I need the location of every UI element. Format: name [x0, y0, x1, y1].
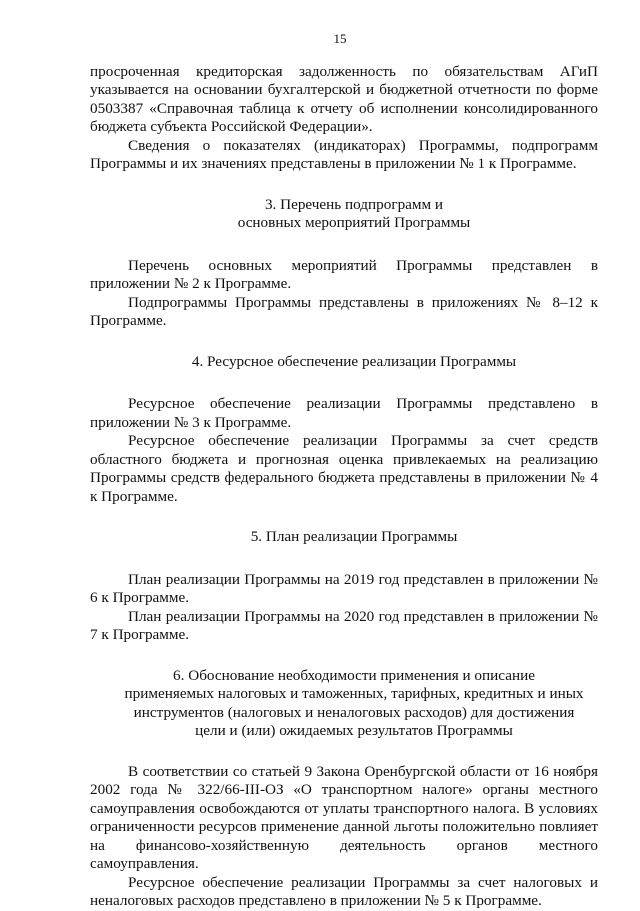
- section-5-heading: 5. План реализации Программы: [250, 528, 458, 545]
- paragraph-intro-2: Сведения о показателях (индикаторах) Программы, подпрограмм Программы и их значениях представлены в приложении № 1 к Программе.: [90, 136, 598, 172]
- section-5-paragraph-2: План реализации Программы на 2020 год представлен в приложении № 7 к Программе.: [90, 607, 598, 643]
- section-3-paragraph-1: Перечень основных мероприятий Программы представлен в приложении № 2 к Программе.: [90, 256, 598, 292]
- section-3-paragraph-2: Подпрограммы Программы представлены в приложениях № 8–12 к Программе.: [90, 293, 598, 329]
- section-6-paragraph-1: В соответствии со статьей 9 Закона Оренбургской области от 16 ноября 2002 года № 322/66-III-ОЗ «О транспортном налоге» органы местного самоуправления освобождаются от уплаты транспортного налога. В условиях ограниченности ресурсов применение данной льготы положительно повлияет на финансово-хозяйственную деятельность органов местного самоуправления.: [90, 762, 598, 872]
- section-3-heading-line-2: основных мероприятий Программы: [237, 214, 471, 231]
- section-3-heading-line-1: 3. Перечень подпрограмм и: [264, 195, 444, 213]
- section-6-heading-line-3: инструментов (налоговых и неналоговых расходов) для достижения: [133, 703, 575, 721]
- section-4-paragraph-2: Ресурсное обеспечение реализации Программы за счет средств областного бюджета и прогнозная оценка привлекаемых на реализацию Программы средств федерального бюджета представлены в приложении № 4 к Программе.: [90, 432, 598, 505]
- section-6-heading: [90, 667, 598, 741]
- section-6-heading-line-4: цели и (или) ожидаемых результатов Программы: [195, 722, 513, 739]
- section-4-paragraph-1: Ресурсное обеспечение реализации Программы представлено в приложении № 3 к Программе.: [90, 395, 598, 431]
- page-number: 15: [333, 31, 347, 46]
- section-4-heading: 4. Ресурсное обеспечение реализации Программы: [191, 352, 517, 370]
- section-6-heading-line-2: применяемых налоговых и таможенных, тарифных, кредитных и иных: [124, 685, 584, 702]
- section-3-heading: [90, 196, 598, 233]
- section-5-paragraph-1: План реализации Программы на 2019 год представлен в приложении № 6 к Программе.: [90, 570, 598, 606]
- paragraph-intro-1: просроченная кредиторская задолженность по обязательствам АГиП указывается на основании бухгалтерской и бюджетной отчетности по форме 0503387 «Справочная таблица к отчету об исполнении консолидированного бюджета субъекта Российской Федерации».: [90, 62, 598, 135]
- section-6-heading-line-1: 6. Обоснование необходимости применения и описание: [173, 666, 535, 684]
- section-6-paragraph-2: Ресурсное обеспечение реализации Программы за счет налоговых и неналоговых расходов представлено в приложении № 5 к Программе.: [90, 873, 598, 909]
